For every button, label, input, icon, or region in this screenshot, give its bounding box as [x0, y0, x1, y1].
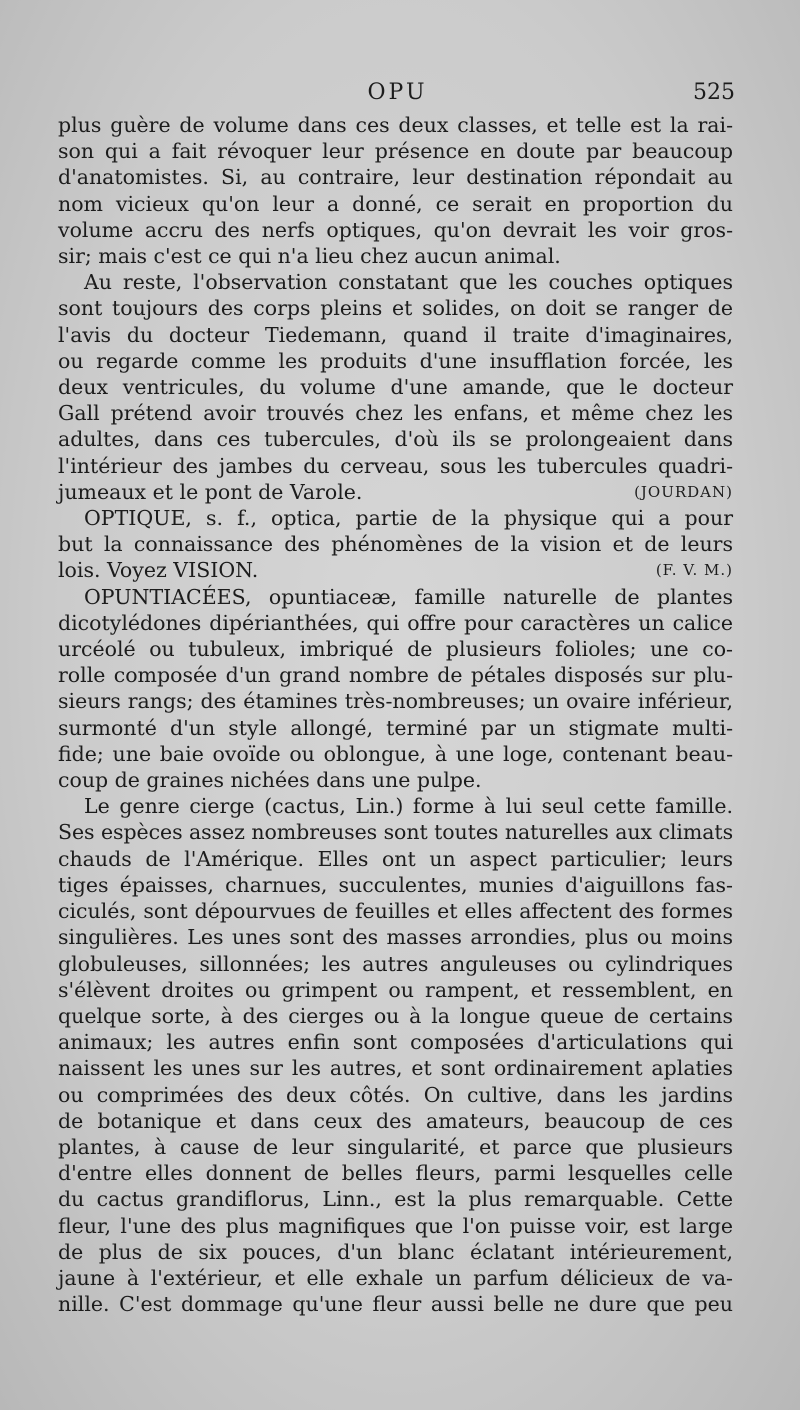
text-line: ciculés, sont dépourvues de feuilles et elles affectent des formes: [58, 899, 733, 924]
text-line: l'avis du docteur Tiedemann, quand il traite d'imaginaires,: [58, 322, 733, 347]
text-line: son qui a fait révoquer leur présence en doute par beaucoup: [58, 139, 733, 164]
entry-heading-line: OPUNTIACÉES, opuntiaceæ, famille naturelle de plantes: [84, 584, 733, 609]
text-line: nille. C'est dommage qu'une fleur aussi belle ne dure que peu: [58, 1292, 733, 1317]
text-line: animaux; les autres enfin sont composées d'articulations qui: [58, 1030, 733, 1055]
text-line: nom vicieux qu'on leur a donné, ce serait en proportion du: [58, 191, 733, 216]
text-line: globuleuses, sillonnées; les autres anguleuses ou cylindriques: [58, 951, 733, 976]
text-line: volume accru des nerfs optiques, qu'on devrait les voir gros-: [58, 217, 733, 242]
text-line: de botanique et dans ceux des amateurs, beaucoup de ces: [58, 1108, 733, 1133]
text-line: [58, 479, 733, 505]
text-line: ou comprimées des deux côtés. On cultive, dans les jardins: [58, 1082, 733, 1107]
text-line: quelque sorte, à des cierges ou à la longue queue de certains: [58, 1003, 733, 1028]
author-signature: (JOURDAN): [634, 482, 733, 501]
paragraph: [58, 793, 733, 1317]
text-line: tiges épaisses, charnues, succulentes, munies d'aiguillons fas-: [58, 872, 733, 897]
text-line: [58, 557, 733, 583]
text-line: deux ventricules, du volume d'une amande, que le docteur: [58, 375, 733, 400]
running-head: OPU: [367, 80, 428, 105]
entry-heading-line: OPTIQUE, s. f., optica, partie de la physique qui a pour: [84, 506, 733, 531]
text-line: chauds de l'Amérique. Elles ont un aspect particulier; leurs: [58, 846, 733, 871]
text-line: Au reste, l'observation constatant que les couches optiques: [84, 270, 733, 295]
page-header: [60, 80, 735, 116]
text-line: fleur, l'une des plus magnifiques que l'on puisse voir, est large: [58, 1213, 733, 1238]
text-line: l'intérieur des jambes du cerveau, sous les tubercules quadri-: [58, 453, 733, 478]
text-line: s'élèvent droites ou grimpent ou rampent, et ressemblent, en: [58, 977, 733, 1002]
body-text: [58, 112, 733, 1317]
text-line: d'anatomistes. Si, au contraire, leur destination répondait au: [58, 165, 733, 190]
text-line: jaune à l'extérieur, et elle exhale un parfum délicieux de va-: [58, 1265, 733, 1290]
text-line: ou regarde comme les produits d'une insufflation forcée, les: [58, 348, 733, 373]
text-line: Le genre cierge (cactus, Lin.) forme à lui seul cette famille.: [84, 794, 733, 819]
text-line: dicotylédones dipérianthées, qui offre pour caractères un calice: [58, 610, 733, 635]
text-line: du cactus grandiflorus, Linn., est la plus remarquable. Cette: [58, 1187, 733, 1212]
text-line: d'entre elles donnent de belles fleurs, parmi lesquelles celle: [58, 1161, 733, 1186]
text-line: de plus de six pouces, d'un blanc éclatant intérieurement,: [58, 1239, 733, 1264]
text-line: plus guère de volume dans ces deux classes, et telle est la rai-: [58, 113, 733, 137]
text-line: singulières. Les unes sont des masses arrondies, plus ou moins: [58, 925, 733, 950]
paragraph: [58, 584, 733, 794]
paragraph: [58, 269, 733, 505]
paragraph: [58, 112, 733, 269]
text-line: surmonté d'un style allongé, terminé par un stigmate multi-: [58, 715, 733, 740]
page-number: 525: [693, 80, 735, 105]
paragraph: [58, 505, 733, 584]
text-line-content: jumeaux et le pont de Varole.: [58, 479, 363, 504]
text-line: coup de graines nichées dans une pulpe.: [58, 768, 482, 793]
text-line: Gall prétend avoir trouvés chez les enfans, et même chez les: [58, 401, 733, 426]
text-line: fide; une baie ovoïde ou oblongue, à une loge, contenant beau-: [58, 741, 733, 766]
text-line-content: lois. Voyez VISION.: [58, 558, 259, 583]
text-line: rolle composée d'un grand nombre de pétales disposés sur plu-: [58, 663, 733, 688]
text-line: Ses espèces assez nombreuses sont toutes naturelles aux climats: [58, 820, 734, 845]
text-line: sir; mais c'est ce qui n'a lieu chez aucun animal.: [58, 244, 561, 269]
author-signature: (F. V. M.): [655, 561, 733, 580]
text-line: sont toujours des corps pleins et solides, on doit se ranger de: [58, 296, 733, 321]
text-line: plantes, à cause de leur singularité, et parce que plusieurs: [58, 1134, 733, 1159]
text-line: adultes, dans ces tubercules, d'où ils se prolongeaient dans: [58, 427, 733, 452]
text-line: but la connaissance des phénomènes de la vision et de leurs: [58, 532, 733, 557]
text-line: sieurs rangs; des étamines très-nombreuses; un ovaire inférieur,: [58, 689, 733, 714]
text-line: urcéolé ou tubuleux, imbriqué de plusieurs folioles; une co-: [58, 637, 733, 662]
text-line: naissent les unes sur les autres, et sont ordinairement aplaties: [58, 1056, 733, 1081]
